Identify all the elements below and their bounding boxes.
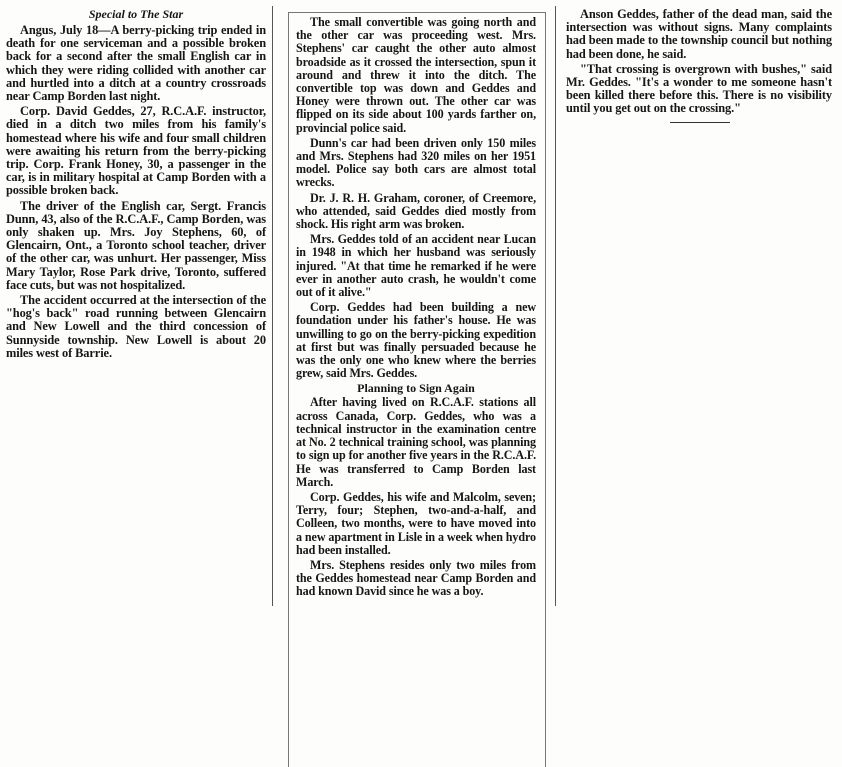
paragraph: The driver of the English car, Sergt. Francis Dunn, 43, also of the R.C.A.F., Camp Borden, was only shaken up. Mrs. Joy Stephens, 60, of Glencairn, Ont., a Toronto school teacher, driver of the other car, was unhurt. Her passenger, Miss Mary Taylor, Rose Park drive, Toronto, suffered face cuts, but was not hospitalized.: [6, 198, 266, 292]
paragraph: Corp. Geddes had been building a new foundation under his father's house. He was unwilling to go on the berry-picking expedition at first but was finally persuaded because he was the only one who knew where the berries grew, said Mrs. Geddes.: [296, 300, 536, 381]
dateline-heading: Special to The Star: [88, 7, 184, 21]
paragraph: Angus, July 18—A berry-picking trip ended in death for one serviceman and a possible broken back for a second after the small English car in which they were riding collided with another car and hurtled into a ditch at a country crossroads near Camp Borden last night.: [6, 23, 266, 104]
paragraph: Anson Geddes, father of the dead man, said the intersection was without signs. Many complaints had been made to the township council but nothing had been done, he said.: [566, 7, 832, 61]
end-rule: [670, 122, 730, 123]
paragraph: Mrs. Stephens resides only two miles from the Geddes homestead near Camp Borden and had known David since he was a boy.: [296, 557, 536, 599]
paragraph: "That crossing is overgrown with bushes," said Mr. Geddes. "It's a wonder to me someone hasn't been killed there before this. There is no visibility until you get out on the crossing.": [566, 61, 832, 116]
paragraph: Mrs. Geddes told of an accident near Lucan in 1948 in which her husband was seriously injured. "At that time he remarked if he were ever in another auto crash, he wouldn't come out of it alive.": [296, 232, 536, 300]
paragraph: The small convertible was going north and the other car was proceeding west. Mrs. Stephens' car caught the other auto almost broadside as it crossed the intersection, spun it around and threw it into the ditch. The convertible top was down and Geddes and Honey were thrown out. The other car was flipped on its side about 100 yards farther on, provincial police said.: [296, 15, 536, 135]
article-column-2: [296, 16, 536, 601]
article-column-3: [566, 8, 832, 123]
column-divider-right: [555, 6, 556, 606]
paragraph: After having lived on R.C.A.F. stations all across Canada, Corp. Geddes, who was a technical instructor in the examination centre at No. 2 technical training school, was planning to sign up for another five years in the R.C.A.F. He was transferred to Camp Borden last March.: [296, 395, 536, 489]
paragraph: Dr. J. R. H. Graham, coroner, of Creemore, who attended, said Geddes died mostly from shock. His right arm was broken.: [296, 190, 536, 232]
paragraph: Corp. David Geddes, 27, R.C.A.F. instructor, died in a ditch two miles from his family's homestead where his wife and four small children were awaiting his return from the berry-picking trip. Corp. Frank Honey, 30, a passenger in the car, is in military hospital at Camp Borden with a possible broken back.: [6, 104, 266, 198]
paragraph: Dunn's car had been driven only 150 miles and Mrs. Stephens had 320 miles on her 1951 model. Police say both cars are almost total wrecks.: [296, 135, 536, 190]
paragraph: The accident occurred at the intersection of the "hog's back" road running between Glencairn and New Lowell and the third concession of Sunnyside township. New Lowell is about 20 miles west of Barrie.: [6, 293, 266, 360]
paragraph: Corp. Geddes, his wife and Malcolm, seven; Terry, four; Stephen, two-and-a-half, and Colleen, two months, were to have moved into a new apartment in Lisle in a week when hydro had been installed.: [296, 489, 536, 557]
subheading: Planning to Sign Again: [357, 381, 475, 396]
column-divider-left: [272, 6, 273, 606]
article-column-1: [6, 0, 266, 362]
